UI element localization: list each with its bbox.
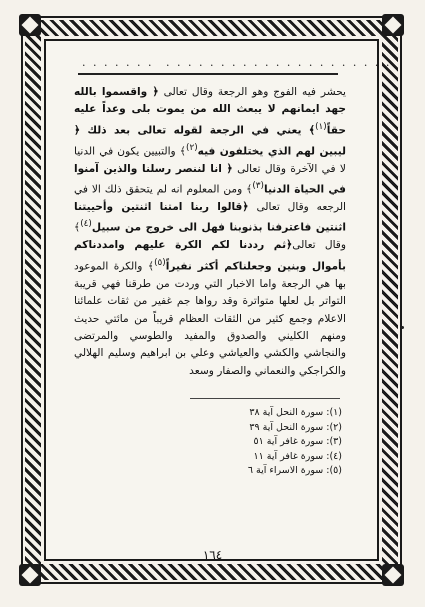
quran-verse: ﴿ واقسموا بالله جهد ايمانهم لا يبعث الله من يموت بلى وعداً عليه حقاً <box>74 86 346 137</box>
quran-verse: ﴿ ليبين لهم الذي يختلفون فيه <box>74 124 346 158</box>
text-segment: ﴾ والتبيين يكون في الدنيا لا في الآخرة وقال تعالى <box>74 145 346 175</box>
header-rule <box>78 73 338 75</box>
footnote-ref: (٤) <box>80 219 92 230</box>
footnote-separator <box>190 398 340 399</box>
main-text <box>74 84 346 380</box>
footnote-ref: (١) <box>315 121 327 132</box>
paragraph <box>74 84 346 380</box>
quran-verse: ﴿ثم رددنا لكم الكرة عليهم وامددناكم بأموال وبنين وجعلناكم أكثر نفيراً <box>74 239 346 273</box>
text-segment: ﴾ ومن المعلوم انه لم يتحقق ذلك الا في الرجعه وقال تعالى <box>74 183 346 214</box>
footnote-item: (٣): سورة غافر آية ٥١ <box>253 436 342 448</box>
corner-ornament-bottom-left <box>19 564 41 586</box>
footnote-item: (١): سورة النحل آية ٣٨ <box>249 407 342 418</box>
footnote-item: (٤): سورة غافر آية ١١ <box>253 450 342 462</box>
footnotes <box>170 406 342 479</box>
footnote-ref: (٢) <box>186 142 198 153</box>
footnote-ref: (٣) <box>252 181 264 192</box>
header-dots-left: . . . . . . . <box>82 56 154 69</box>
quran-verse: ﴿قالوا ربنا امتنا اثنتين وأحييتنا اثنتين فاعترفنا بذنوبنا فهل الى خروج من سبيل <box>74 201 346 234</box>
footnote-item: (٥): سورة الاسراء آية ٦ <box>247 465 342 477</box>
footnote-item: (٢): سورة النحل آية ٣٩ <box>249 421 342 433</box>
page-number: ١٦٤ <box>202 548 223 562</box>
text-segment: ﴾ يعني في الرجعة لقوله تعالى بعد ذلك <box>87 124 316 137</box>
corner-ornament-bottom-right <box>382 564 404 586</box>
corner-ornament-top-right <box>382 14 404 36</box>
quran-verse: ﴿ انا لننصر رسلنا والذين آمنوا في الحياة الدنيا <box>74 162 346 196</box>
corner-ornament-top-left <box>19 14 41 36</box>
text-segment: ﴾ والكرة الموعود بها هي الرجعة واما الاخبار التي وردت من طرقنا فهي قريبة التواتر بل لعلها متواترة وقد رواها جم غفير من ثقات علمائنا الاعلام وجمع كثير من الثقات العظام قريباً من مائتي حديث ومنهم الكليني والصدوق والمفيد والطوسي والمرتضى والنجاشي والكشي والعياشي وعلي بن ابراهيم وسليم الهلالي والكراجكي والنعماني والصفار وسعد <box>74 260 346 377</box>
header-dots-right: . . . . . . . . . . . . . . . . . . . . . <box>166 56 392 69</box>
text-segment: ﴾وقال تعالى <box>74 221 346 252</box>
footnote-ref: (٥) <box>154 257 166 268</box>
margin-mark <box>401 326 404 329</box>
text-segment: يحشر فيه الفوج وهو الرجعة وقال تعالى <box>163 86 346 98</box>
